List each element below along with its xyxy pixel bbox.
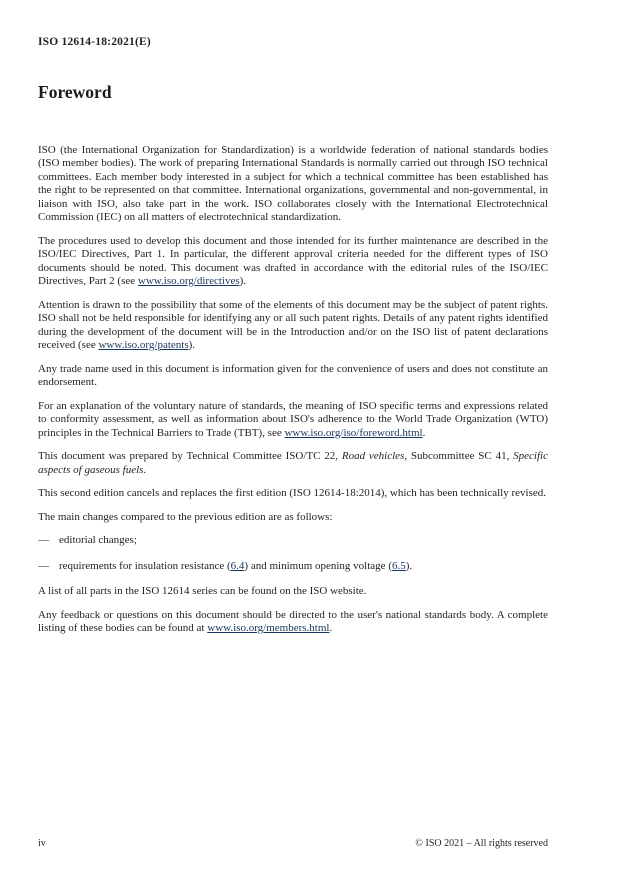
- list-item-editorial-changes: [38, 534, 548, 548]
- paragraph-iso-federation: [38, 144, 548, 225]
- link-clause-6-5[interactable]: 6.5: [391, 559, 406, 572]
- paragraph-text: ISO (the International Organization for Standardization) is a worldwide federation of national standards bodies (ISO member bodies). The work of preparing International Standards is normally carried out through ISO technical committees. Each member body interested in a subject for which a technical committee has been established has the right to be represented on that committee. International organizations, governmental and non-governmental, in liaison with ISO, also take part in the work. ISO collaborates closely with the International Electrotechnical Commission (IEC) on all matters of electrotechnical standardization.: [38, 143, 548, 223]
- link-iso-directives[interactable]: www.iso.org/directives: [137, 275, 240, 287]
- paragraph-committee: [38, 450, 548, 477]
- paragraph-text: Attention is drawn to the possibility that some of the elements of this document may be the subject of patent rights. ISO shall not be held responsible for identifying any or all such patent rights. Details of any patent rights identified during the development of the document will be in the Introduction and/or on the ISO list of patent declarations received (see: [38, 298, 548, 351]
- paragraph-procedures: [38, 235, 548, 289]
- paragraph-text: Any feedback or questions on this document should be directed to the user's national standards body. A complete listing of these bodies can be found at: [38, 608, 548, 634]
- page-footer: [38, 837, 548, 851]
- subcommittee-name-gaseous-fuels: Specific aspects of gaseous fuels: [38, 450, 548, 476]
- paragraph-text: This second edition cancels and replaces the first edition (ISO 12614-18:2014), which has been technically revised.: [38, 487, 546, 499]
- paragraph-patent-rights: [38, 299, 548, 353]
- paragraph-text: ).: [405, 559, 413, 572]
- paragraph-text: .: [143, 463, 147, 476]
- paragraph-second-edition: [38, 487, 548, 501]
- list-dash: —: [38, 534, 49, 546]
- list-item-text: [59, 560, 548, 574]
- paragraph-main-changes: [38, 511, 548, 525]
- copyright-notice: © ISO 2021 – All rights reserved: [415, 837, 548, 849]
- list-item-text: [59, 534, 548, 548]
- paragraph-trade-name: [38, 363, 548, 390]
- paragraph-text: For an explanation of the voluntary nature of standards, the meaning of ISO specific terms and expressions related to conformity assessment, as well as information about ISO's adherence to the World Trade Organization (WTO) principles in the Technical Barriers to Trade (TBT), see: [38, 399, 548, 439]
- committee-name-road-vehicles: Road vehicles: [341, 450, 405, 462]
- paragraph-voluntary-nature: [38, 400, 548, 441]
- foreword-title: Foreword: [38, 81, 112, 102]
- paragraph-feedback: [38, 609, 548, 636]
- link-iso-foreword[interactable]: www.iso.org/iso/foreword.html: [284, 426, 423, 439]
- paragraph-text: The procedures used to develop this document and those intended for its further maintenance are described in the ISO/IEC Directives, Part 1. In particular, the different approval criteria needed for the different types of ISO documents should be noted. This document was drafted in accordance with the editorial rules of the ISO/IEC Directives, Part 2 (see: [38, 234, 548, 287]
- paragraph-text: A list of all parts in the ISO 12614 series can be found on the ISO website.: [38, 585, 367, 597]
- list-dash: —: [38, 559, 49, 572]
- page-number: iv: [38, 837, 46, 849]
- list-item-requirements: [38, 560, 548, 574]
- paragraph-text: ).: [188, 339, 196, 351]
- paragraph-text: , Subcommittee SC 41,: [404, 450, 514, 462]
- link-iso-patents[interactable]: www.iso.org/patents: [98, 339, 189, 351]
- paragraph-text: The main changes compared to the previous edition are as follows:: [38, 510, 333, 523]
- paragraph-text: .: [329, 622, 333, 634]
- paragraph-text: This document was prepared by Technical Committee ISO/TC 22,: [38, 450, 342, 462]
- paragraph-text: requirements for insulation resistance (: [59, 559, 231, 572]
- paragraph-text: Any trade name used in this document is information given for the convenience of users and does not constitute an endorsement.: [38, 362, 548, 388]
- link-clause-6-4[interactable]: 6.4: [230, 559, 245, 572]
- paragraph-text: ) and minimum opening voltage (: [244, 559, 392, 572]
- page-header: [38, 36, 548, 50]
- paragraph-text: ).: [239, 275, 247, 287]
- paragraph-series-list: [38, 585, 548, 599]
- link-iso-members[interactable]: www.iso.org/members.html: [207, 622, 330, 634]
- document-id: ISO 12614-18:2021(E): [38, 36, 151, 48]
- paragraph-text: editorial changes;: [59, 534, 137, 546]
- paragraph-text: .: [422, 426, 426, 439]
